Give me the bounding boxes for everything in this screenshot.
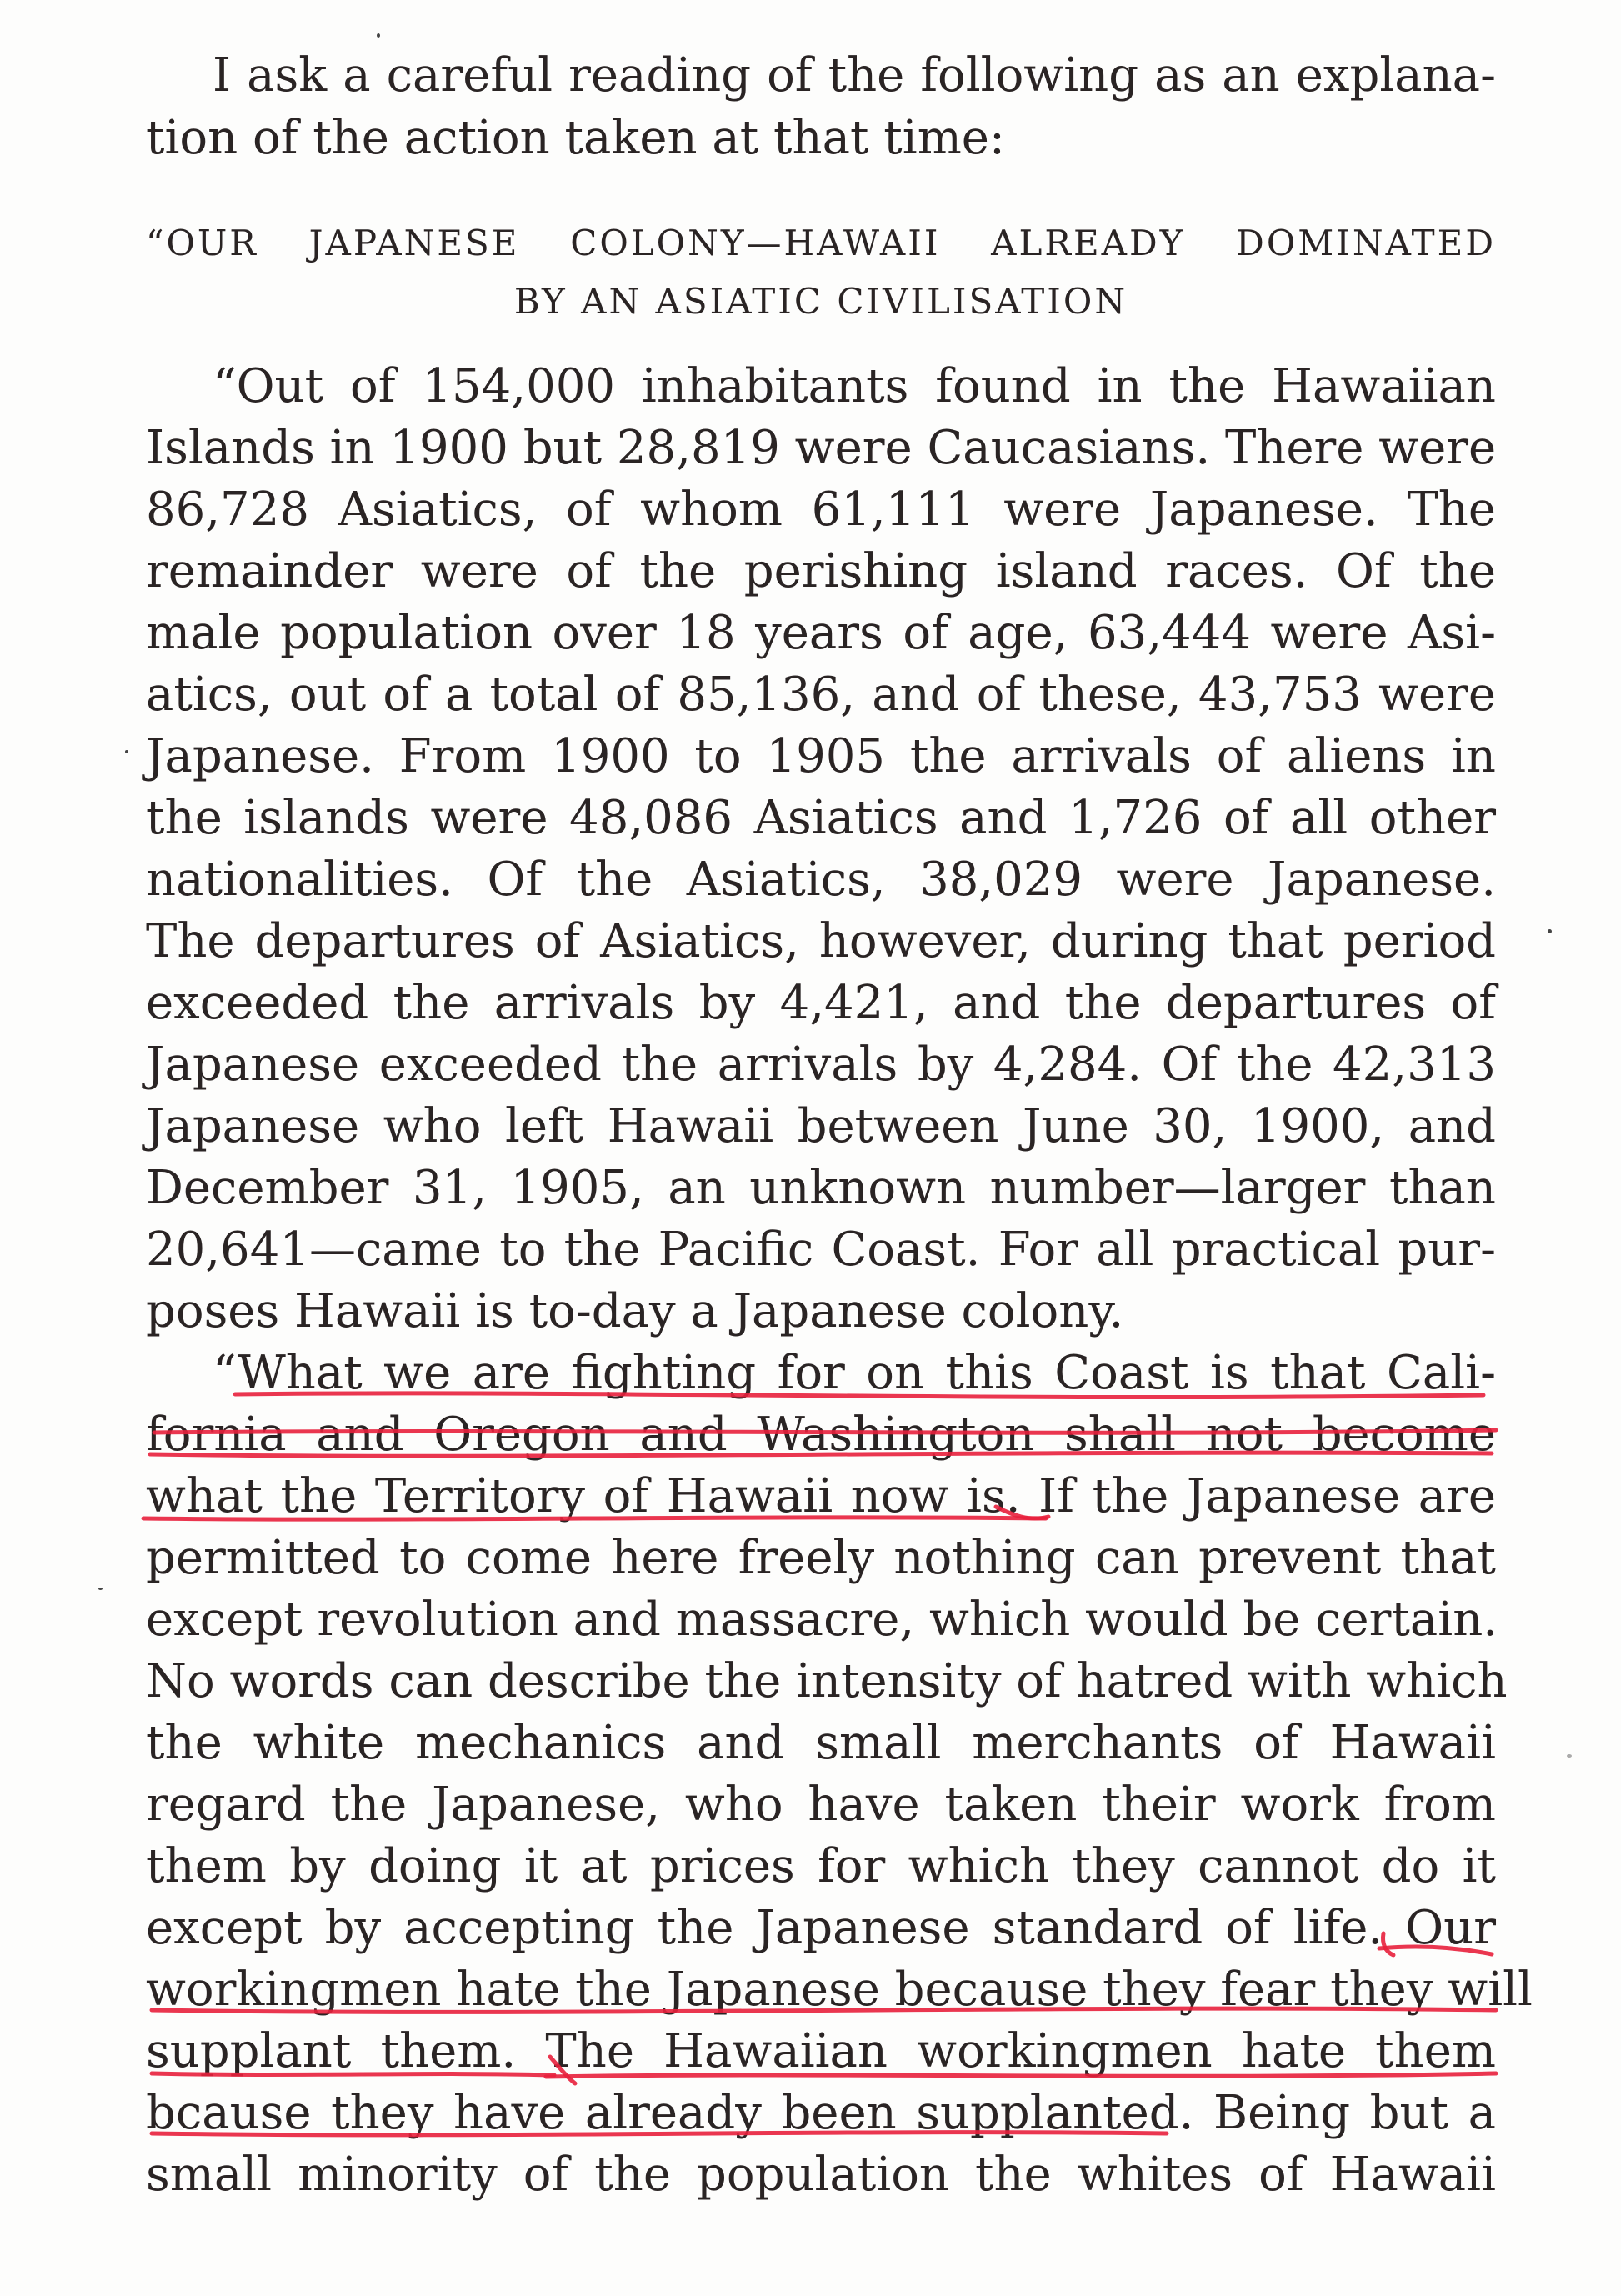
p2-line-4: permitted to come here freely nothing can prevent that [146, 1531, 1496, 1585]
dust-speck [377, 33, 380, 38]
p1-line-6: atics, out of a total of 85,136, and of these, 43,753 were [146, 668, 1496, 722]
intro-line-1: I ask a careful reading of the following as an explana- [213, 48, 1496, 103]
section-heading-line-2: BY AN ASIATIC CIVILISATION [513, 281, 1128, 322]
p2-line-6: No words can describe the intensity of hatred with which [146, 1654, 1508, 1708]
p1-line-12: Japanese exceeded the arrivals by 4,284. Of the 42,313 [146, 1038, 1496, 1092]
p2-line-13: bcause they have already been supplanted. Being but a [146, 2086, 1496, 2140]
section-heading-line-1: “OUR JAPANESE COLONY—HAWAII ALREADY DOMINATED [146, 223, 1496, 263]
p2-line-8: regard the Japanese, who have taken their work from [146, 1778, 1496, 1832]
p1-line-15: 20,641—came to the Pacific Coast. For all practical pur- [146, 1223, 1496, 1277]
p2-line-3: what the Territory of Hawaii now is. If the Japanese are [146, 1469, 1496, 1523]
dust-speck [98, 1588, 103, 1590]
p1-line-16: poses Hawaii is to-day a Japanese colony. [146, 1284, 1124, 1338]
p1-line-5: male population over 18 years of age, 63,444 were Asi- [146, 606, 1496, 660]
p2-line-1: “What we are fighting for on this Coast is that Cali- [213, 1346, 1496, 1400]
p2-line-12: supplant them. The Hawaiian workingmen hate them [146, 2024, 1496, 2078]
p1-line-14: December 31, 1905, an unknown number—larger than [146, 1161, 1496, 1215]
p1-line-4: remainder were of the perishing island races. Of the [146, 544, 1496, 598]
p2-line-9: them by doing it at prices for which they cannot do it [146, 1839, 1496, 1893]
p2-line-5: except revolution and massacre, which would be certain. [146, 1593, 1498, 1647]
dust-speck [1548, 929, 1552, 933]
p2-line-14: small minority of the population the whites of Hawaii [146, 2148, 1496, 2202]
p1-line-13: Japanese who left Hawaii between June 30, 1900, and [146, 1099, 1496, 1153]
p2-line-7: the white mechanics and small merchants of Hawaii [146, 1716, 1496, 1770]
p2-line-2: fornia and Oregon and Washington shall not become [146, 1408, 1496, 1462]
p1-line-1: “Out of 154,000 inhabitants found in the Hawaiian [213, 359, 1496, 413]
p1-line-8: the islands were 48,086 Asiatics and 1,726 of all other [146, 791, 1496, 845]
p1-line-3: 86,728 Asiatics, of whom 61,111 were Japanese. The [146, 483, 1496, 537]
p2-line-10: except by accepting the Japanese standard of life. Our [146, 1901, 1496, 1955]
p1-line-2: Islands in 1900 but 28,819 were Caucasians. There were [146, 421, 1497, 475]
dust-speck [1567, 1754, 1572, 1758]
p1-line-9: nationalities. Of the Asiatics, 38,029 were Japanese. [146, 853, 1496, 907]
p1-line-7: Japanese. From 1900 to 1905 the arrivals of aliens in [146, 729, 1496, 783]
dust-speck [125, 750, 128, 753]
p1-line-10: The departures of Asiatics, however, during that period [146, 914, 1496, 968]
p2-line-11: workingmen hate the Japanese because they fear they will [146, 1963, 1533, 2017]
intro-line-2: tion of the action taken at that time: [146, 111, 1005, 165]
p1-line-11: exceeded the arrivals by 4,421, and the departures of [146, 976, 1496, 1030]
